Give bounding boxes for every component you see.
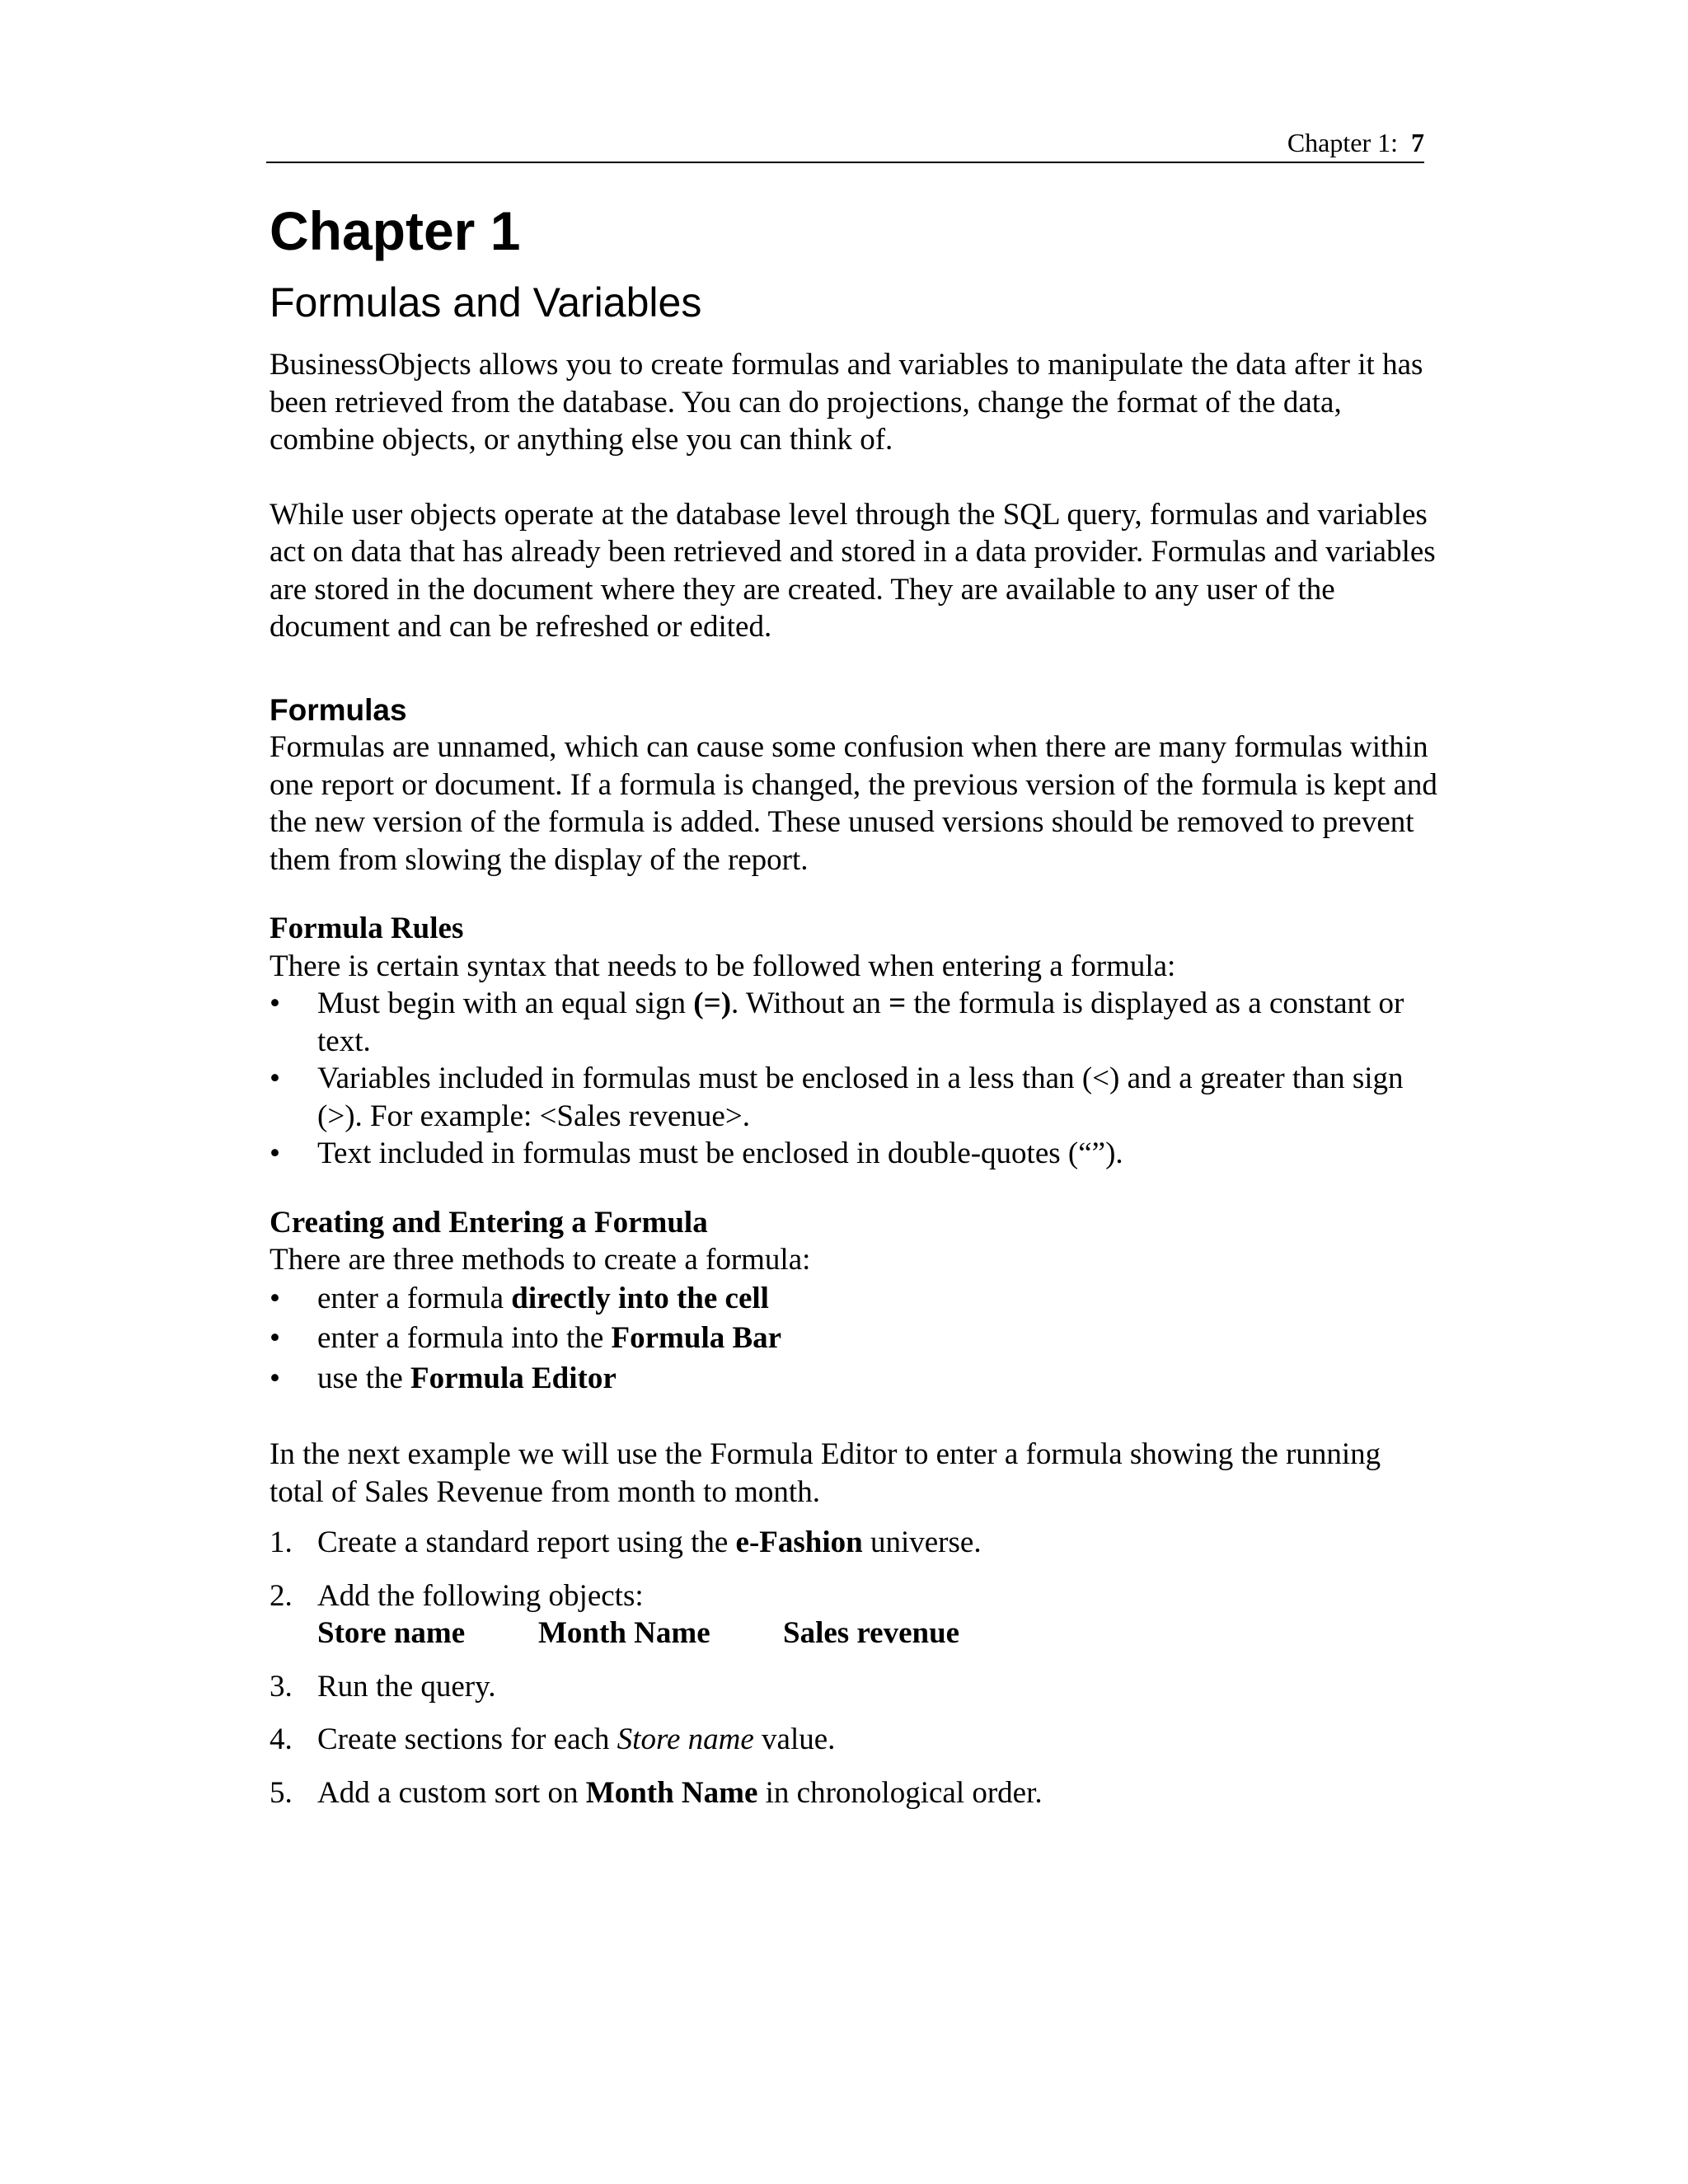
list-item — [270, 1279, 1440, 1319]
rule-bold: = — [889, 987, 907, 1020]
list-item — [270, 1135, 1440, 1173]
steps-list — [270, 1524, 1440, 1811]
example-paragraph: In the next example we will use the Formula Editor to enter a formula showing the running total of Sales Revenue from month to month. — [270, 1437, 1381, 1509]
method-text: enter a formula — [317, 1281, 512, 1315]
step-text: Create sections for each — [317, 1722, 617, 1756]
step-bold: e-Fashion — [735, 1526, 863, 1559]
formula-rules-intro: There is certain syntax that needs to be followed when entering a formula: — [270, 949, 1176, 983]
header-chapter-label: Chapter 1: — [1287, 128, 1398, 157]
step-text: Run the query. — [317, 1669, 496, 1704]
method-text: use the — [317, 1361, 411, 1395]
list-item — [270, 1319, 1440, 1359]
chapter-subtitle: Formulas and Variables — [270, 279, 702, 326]
creating-formula-heading: Creating and Entering a Formula — [270, 1205, 708, 1240]
bullet-icon: • — [270, 1321, 280, 1355]
method-bold: Formula Editor — [410, 1361, 617, 1395]
method-bold: directly into the cell — [511, 1281, 769, 1315]
rule-text: Variables included in formulas must be enclosed in a less than (<) and a greater than sign (>). For example: <Sales revenue>. — [317, 1062, 1404, 1133]
list-item — [270, 1359, 1440, 1399]
step-number: 5. — [270, 1775, 293, 1810]
step-italic: Store name — [617, 1722, 754, 1756]
method-bold: Formula Bar — [611, 1321, 782, 1355]
bullet-icon: • — [270, 1137, 280, 1170]
step-text: universe. — [862, 1526, 982, 1559]
header-page-number: 7 — [1411, 128, 1424, 157]
bullet-icon: • — [270, 987, 280, 1020]
rule-text: Text included in formulas must be enclosed in double-quotes (“”). — [317, 1137, 1123, 1170]
list-item — [270, 1577, 1440, 1652]
object-name: Month Name — [538, 1616, 710, 1650]
rule-text: . Without an — [731, 987, 889, 1020]
rule-text: Must begin with an equal sign — [317, 987, 694, 1020]
step-text: Add a custom sort on — [317, 1775, 586, 1810]
bullet-icon: • — [270, 1281, 280, 1315]
list-item — [270, 1524, 1440, 1562]
object-name: Sales revenue — [783, 1616, 960, 1650]
running-header — [266, 124, 1424, 163]
rule-text: the formula is displayed as a constant or text. — [317, 987, 1404, 1058]
step-text: Add the following objects: — [317, 1578, 644, 1613]
object-name: Store name — [317, 1616, 466, 1650]
step-text: value. — [753, 1722, 836, 1756]
body-content — [270, 346, 1440, 1827]
creating-formula-intro: There are three methods to create a formula: — [270, 1243, 811, 1277]
chapter-title: Chapter 1 — [270, 200, 521, 261]
list-item — [270, 1774, 1440, 1812]
step-number: 4. — [270, 1722, 293, 1756]
step-number: 1. — [270, 1526, 293, 1559]
method-text: enter a formula into the — [317, 1321, 612, 1355]
formulas-heading: Formulas — [270, 692, 407, 727]
creation-methods-list — [270, 1279, 1440, 1399]
rule-bold: (=) — [693, 987, 732, 1020]
bullet-icon: • — [270, 1361, 280, 1395]
objects-row — [317, 1615, 1440, 1652]
list-item — [270, 1721, 1440, 1759]
list-item — [270, 985, 1440, 1060]
step-text: in chronological order. — [757, 1775, 1043, 1810]
step-text: Create a standard report using the — [317, 1526, 736, 1559]
intro-paragraph-1: BusinessObjects allows you to create formulas and variables to manipulate the data after it has been retrieved from the database. You can do projections, change the format of the data, combine objects, or anything else you can think of. — [270, 348, 1423, 457]
formula-rules-list — [270, 985, 1440, 1173]
formula-rules-heading: Formula Rules — [270, 912, 464, 945]
intro-paragraph-2: While user objects operate at the database level through the SQL query, formulas and variables act on data that has already been retrieved and stored in a data provider. Formulas and variables are stored in the document where they are created. They are available to any user of the document and can be refreshed or edited. — [270, 497, 1436, 644]
list-item — [270, 1060, 1440, 1135]
bullet-icon: • — [270, 1062, 280, 1095]
formulas-paragraph: Formulas are unnamed, which can cause some confusion when there are many formulas within one report or document. If a formula is changed, the previous version of the formula is kept and the new version of the formula is added. These unused versions should be removed to prevent them from slowing the display of the report. — [270, 730, 1437, 877]
step-number: 2. — [270, 1578, 293, 1613]
list-item — [270, 1668, 1440, 1706]
step-bold: Month Name — [585, 1775, 758, 1810]
step-number: 3. — [270, 1669, 293, 1704]
